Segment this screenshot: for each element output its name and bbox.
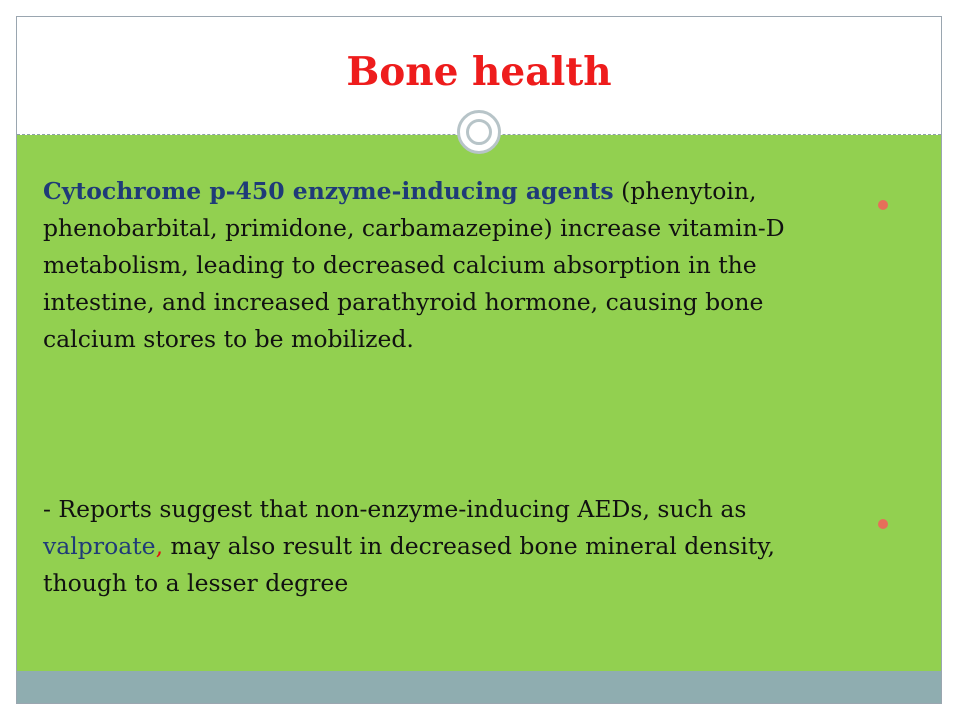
slide (16, 16, 942, 704)
paragraph-lead: Cytochrome p-450 enzyme-inducing agents (43, 177, 614, 205)
paragraph-body: (phenytoin, phenobarbital, primidone, carbamazepine) increase vitamin-D metabolism, leading to decreased calcium absorption in the intestine, and increased parathyroid hormone, causing bone calcium stores to be mobilized. (43, 177, 785, 353)
divider-ring-inner (466, 119, 492, 145)
bullet-dot-icon (878, 519, 888, 529)
divider-ring-icon (457, 110, 501, 154)
paragraph-prefix: - Reports suggest that non-enzyme-inducing AEDs, such as (43, 495, 747, 523)
bullet-dot-icon (878, 200, 888, 210)
comma-mark: , (155, 532, 164, 560)
footer-bar (17, 671, 941, 704)
paragraph-suffix: may also result in decreased bone mineral density, though to a lesser degree (43, 532, 775, 597)
paragraph-reports (43, 491, 863, 602)
slide-title: Bone health (346, 49, 612, 95)
drug-name-valproate: valproate (43, 532, 156, 560)
paragraph-cytochrome (43, 173, 863, 358)
